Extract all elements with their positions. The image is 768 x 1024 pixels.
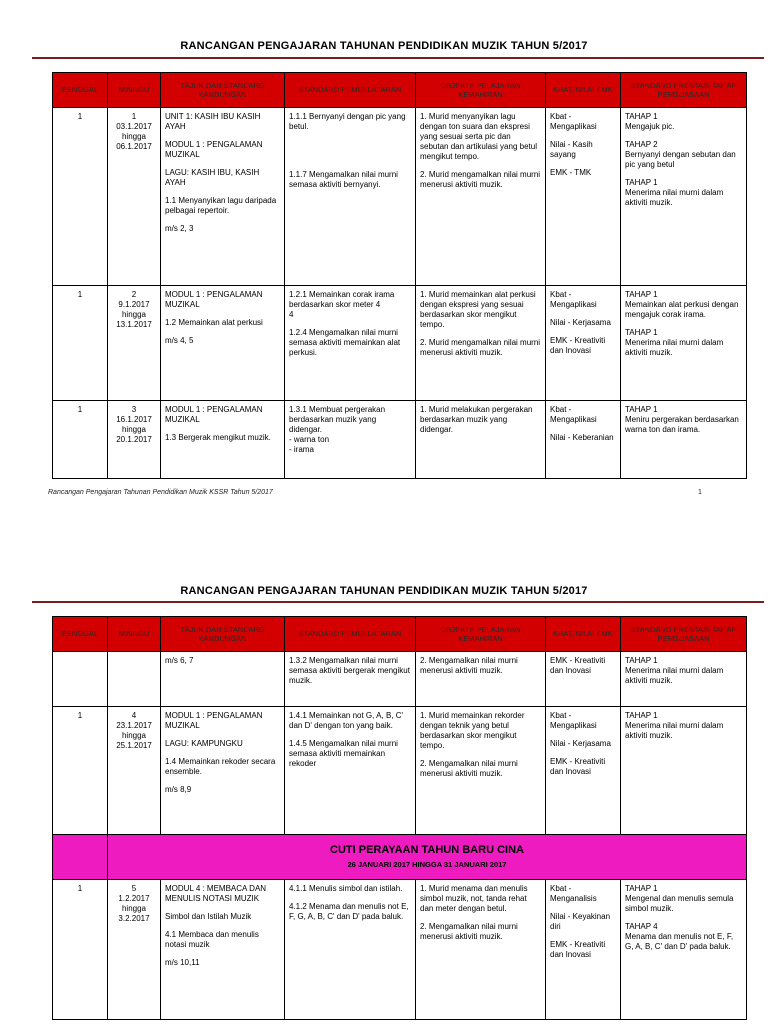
table-row [53, 286, 747, 401]
cell-kbat [546, 401, 621, 479]
cell-kbat-text: EMK - TMK [550, 168, 592, 177]
cell-standard-text: 1.1.7 Mengamalkan nilai murni semasa aktiviti bernyanyi. [289, 170, 398, 189]
cell-prestasi [621, 108, 747, 286]
cell-objektif-text: 1. Murid menama dan menulis simbol muzik, not, tanda rehat dan meter dengan betul. [420, 884, 528, 913]
cell-prestasi-text: TAHAP 1 Menerima nilai murni dalam aktiviti muzik. [625, 656, 724, 685]
cell-minggu-text: 1 03.1.2017 hingga 06.1.2017 [116, 112, 152, 151]
cell-prestasi [621, 286, 747, 401]
holiday-title: CUTI PERAYAAN TAHUN BARU CINA [330, 844, 524, 857]
holiday-banner [108, 835, 747, 880]
cell-prestasi-text: TAHAP 1 Meniru pergerakan berdasarkan warna ton dan irama. [625, 405, 739, 434]
cell-standard-text: 1.4.5 Mengamalkan nilai murni semasa aktiviti memainkan rekoder [289, 739, 398, 768]
title-rule [32, 57, 764, 59]
cell-tajuk-text: MODUL 1 : PENGALAMAN MUZIKAL [165, 711, 263, 730]
cell-prestasi-text: TAHAP 4 Menama dan menulis not E, F, G, A, B, C' dan D' pada baluk. [625, 922, 734, 951]
cell-kbat-text: Kbat - Mengaplikasi [550, 290, 597, 309]
cell-standard [285, 880, 416, 1020]
cell-tajuk-text: 1.1 Menyanyikan lagu daripada pelbagai repertoir. [165, 196, 277, 215]
header-kbat: KBAT, NILAI EMK [546, 73, 621, 108]
page-footer: Rancangan Pengajaran Tahunan Pendidikan Muzik KSSR Tahun 5/2017 [48, 489, 273, 496]
cell-standard-text: 1.1.1 Bernyanyi dengan pic yang betul. [289, 112, 406, 131]
cell-penggal [53, 108, 108, 286]
cell-minggu [108, 108, 161, 286]
cell-standard-text: 1.4.1 Memainkan not G, A, B, C' dan D' dengan ton yang baik. [289, 711, 404, 730]
cell-minggu-text: 3 16.1.2017 hingga 20.1.2017 [116, 405, 152, 444]
header-tajuk: TAJUK DAN STANDARD KANDUNGAN [161, 73, 285, 108]
cell-minggu-text: 4 23.1.2017 hingga 25.1.2017 [116, 711, 152, 750]
cell-penggal-text: 1 [77, 711, 83, 720]
cell-minggu-text: 5 1.2.2017 hingga 3.2.2017 [118, 884, 150, 923]
cell-objektif-text: 2. Murid mengamalkan nilai murni menerusi aktiviti muzik. [420, 170, 541, 189]
header-tajuk: TAJUK DAN STANDARD KANDUNGAN [161, 617, 285, 652]
cell-standard-text: 4.1.1 Menulis simbol dan istilah. [289, 884, 403, 893]
cell-penggal-text: 1 [77, 290, 83, 299]
cell-tajuk-text: Simbol dan Istilah Muzik [165, 912, 252, 921]
cell-tajuk-text: 1.3 Bergerak mengikut muzik. [165, 433, 271, 442]
table-row [53, 652, 747, 707]
cell-kbat-text: Kbat - Mengaplikasi [550, 711, 597, 730]
cell-standard [285, 108, 416, 286]
holiday-row-spacer [53, 835, 108, 880]
cell-kbat-text: EMK - Kreativiti dan Inovasi [550, 656, 606, 675]
cell-tajuk [161, 108, 285, 286]
cell-penggal-text: 1 [77, 405, 83, 414]
cell-tajuk-text: MODUL 1 : PENGALAMAN MUZIKAL [165, 290, 263, 309]
plan-table-page-2 [52, 616, 747, 1020]
cell-tajuk-text: 1.2 Memainkan alat perkusi [165, 318, 263, 327]
cell-kbat [546, 652, 621, 707]
cell-tajuk-text: LAGU: KASIH IBU, KASIH AYAH [165, 168, 260, 187]
cell-prestasi-text: TAHAP 1 Menerima nilai murni dalam aktiviti muzik. [625, 178, 724, 207]
cell-tajuk-text: UNIT 1: KASIH IBU KASIH AYAH [165, 112, 261, 131]
cell-prestasi-text: TAHAP 1 Memainkan alat perkusi dengan mengajuk corak irama. [625, 290, 739, 319]
cell-kbat-text: Nilai - Keyakinan diri [550, 912, 611, 931]
cell-objektif-text: 1. Murid melakukan pergerakan berdasarkan muzik yang didengar. [420, 405, 533, 434]
header-penggal: PENGGAL [53, 617, 108, 652]
cell-prestasi-text: TAHAP 1 Mengenal dan menulis semula simbol muzik. [625, 884, 734, 913]
title-rule-page-2 [32, 601, 764, 603]
holiday-row [53, 835, 747, 880]
cell-objektif [416, 880, 546, 1020]
cell-standard-text: 1.2.1 Memainkan corak irama berdasarkan skor meter 4 4 [289, 290, 395, 319]
holiday-dates: 26 JANUARI 2017 HINGGA 31 JANUARI 2017 [347, 860, 507, 870]
header-penggal: PENGGAL [53, 73, 108, 108]
cell-penggal-text: 1 [77, 884, 83, 893]
header-minggu: MINGGU [108, 617, 161, 652]
cell-tajuk-text: m/s 4, 5 [165, 336, 194, 345]
plan-table-page-1 [52, 72, 747, 479]
cell-kbat-text: Kbat - Menganalisis [550, 884, 597, 903]
cell-penggal [53, 652, 108, 707]
cell-kbat-text: Kbat - Mengaplikasi [550, 405, 597, 424]
cell-tajuk-text: m/s 2, 3 [165, 224, 194, 233]
cell-prestasi-text: TAHAP 2 Bernyanyi dengan sebutan dan pic yang betul [625, 140, 736, 169]
cell-standard-text: 1.3.1 Membuat pergerakan berdasarkan muzik yang didengar. - warna ton - irama [289, 405, 386, 454]
cell-objektif [416, 401, 546, 479]
table-header-row [53, 617, 747, 652]
header-minggu: MINGGU [108, 73, 161, 108]
cell-objektif [416, 286, 546, 401]
cell-kbat [546, 707, 621, 835]
cell-prestasi-text: TAHAP 1 Menerima nilai murni dalam aktiviti muzik. [625, 328, 724, 357]
table-row [53, 707, 747, 835]
document-title: RANCANGAN PENGAJARAN TAHUNAN PENDIDIKAN MUZIK TAHUN 5/2017 [180, 40, 588, 52]
cell-penggal [53, 707, 108, 835]
cell-objektif-text: 1. Murid memainkan alat perkusi dengan ekspresi yang sesuai berdasarkan skor mengikut tempo. [420, 290, 536, 329]
cell-standard-text: 4.1.2 Menama dan menulis not E, F, G, A, B, C' dan D' pada baluk. [289, 902, 409, 921]
page-number: 1 [698, 489, 702, 496]
cell-tajuk-text: MODUL 1 : PENGALAMAN MUZIKAL [165, 140, 263, 159]
header-objektif: OBJEKTF PELAJARAN KEMAHIRAN [416, 617, 546, 652]
cell-objektif-text: 2. Mengamalkan nilai murni menerusi aktiviti muzik. [420, 656, 518, 675]
cell-tajuk [161, 707, 285, 835]
cell-standard [285, 707, 416, 835]
cell-kbat-text: EMK - Kreativiti dan Inovasi [550, 336, 606, 355]
cell-standard [285, 652, 416, 707]
cell-tajuk-text: m/s 10,11 [165, 958, 200, 967]
cell-minggu [108, 401, 161, 479]
cell-penggal [53, 880, 108, 1020]
cell-penggal [53, 286, 108, 401]
header-kbat: KBAT, NILAI EMK [546, 617, 621, 652]
cell-kbat-text: EMK - Kreativiti dan Inovasi [550, 940, 606, 959]
cell-objektif [416, 652, 546, 707]
cell-penggal-text: 1 [77, 112, 83, 121]
cell-tajuk-text: LAGU: KAMPUNGKU [165, 739, 243, 748]
cell-prestasi [621, 880, 747, 1020]
cell-standard [285, 401, 416, 479]
cell-kbat-text: Nilai - Keberanian [550, 433, 614, 442]
cell-prestasi [621, 401, 747, 479]
header-standard-prestasi: STANDARD PRESTASI TAHAP PENGUASAAN [621, 73, 747, 108]
cell-objektif-text: 2. Murid mengamalkan nilai murni menerusi aktiviti muzik. [420, 338, 541, 357]
cell-objektif-text: 1. Murid memainkan rekorder dengan teknik yang betul berdasarkan skor mengikut tempo. [420, 711, 525, 750]
cell-objektif-text: 2. Mengamalkan nilai murni menerusi aktiviti muzik. [420, 922, 518, 941]
cell-prestasi [621, 652, 747, 707]
cell-standard [285, 286, 416, 401]
document-title-page-2: RANCANGAN PENGAJARAN TAHUNAN PENDIDIKAN MUZIK TAHUN 5/2017 [180, 585, 588, 597]
cell-penggal [53, 401, 108, 479]
table-row [53, 108, 747, 286]
cell-prestasi-text: TAHAP 1 Menerima nilai murni dalam aktiviti muzik. [625, 711, 724, 740]
cell-standard-text: 1.3.2 Mengamalkan nilai murni semasa aktiviti bergerak mengikut muzik. [289, 656, 410, 685]
cell-kbat-text: Kbat - Mengaplikasi [550, 112, 597, 131]
cell-tajuk [161, 286, 285, 401]
header-standard-pembelajaran: STANDARD PEMBELAJARAN [285, 617, 416, 652]
cell-kbat-text: Nilai - Kerjasama [550, 739, 611, 748]
cell-minggu [108, 652, 161, 707]
cell-tajuk-text: 4.1 Membaca dan menulis notasi muzik [165, 930, 259, 949]
table-header-row [53, 73, 747, 108]
cell-prestasi-text: TAHAP 1 Mengajuk pic. [625, 112, 675, 131]
cell-minggu [108, 286, 161, 401]
cell-tajuk [161, 880, 285, 1020]
cell-kbat [546, 880, 621, 1020]
cell-kbat [546, 108, 621, 286]
cell-objektif [416, 707, 546, 835]
cell-minggu-text: 2 9.1.2017 hingga 13.1.2017 [116, 290, 152, 329]
cell-tajuk-text: m/s 8,9 [165, 785, 192, 794]
cell-tajuk-text: MODUL 4 : MEMBACA DAN MENULIS NOTASI MUZIK [165, 884, 267, 903]
cell-objektif-text: 1. Murid menyanyikan lagu dengan ton suara dan ekspresi yang sesuai serta pic dan sebutan dan artikulasi yang betul mengikut tempo. [420, 112, 537, 161]
cell-objektif-text: 2. Mengamalkan nilai murni menerusi aktiviti muzik. [420, 759, 518, 778]
header-objektif: OBJEKTF PELAJARAN KEMAHIRAN [416, 73, 546, 108]
cell-kbat-text: EMK - Kreativiti dan Inovasi [550, 757, 606, 776]
cell-tajuk-text: m/s 6, 7 [165, 656, 194, 665]
cell-tajuk [161, 401, 285, 479]
table-row [53, 880, 747, 1020]
cell-minggu [108, 707, 161, 835]
cell-prestasi [621, 707, 747, 835]
header-standard-prestasi: STANDARD PRESTASI TAHAP PENGUASAAN [621, 617, 747, 652]
cell-kbat-text: Nilai - Kerjasama [550, 318, 611, 327]
cell-standard-text: 1.2.4 Mengamalkan nilai murni semasa aktiviti memainkan alat perkusi. [289, 328, 401, 357]
header-standard-pembelajaran: STANDARD PEMBELAJARAN [285, 73, 416, 108]
cell-tajuk-text: 1.4 Memainkan rekoder secara ensemble. [165, 757, 276, 776]
table-row [53, 401, 747, 479]
cell-kbat [546, 286, 621, 401]
cell-tajuk [161, 652, 285, 707]
cell-tajuk-text: MODUL 1 : PENGALAMAN MUZIKAL [165, 405, 263, 424]
cell-kbat-text: Nilai - Kasih sayang [550, 140, 593, 159]
cell-objektif [416, 108, 546, 286]
cell-minggu [108, 880, 161, 1020]
